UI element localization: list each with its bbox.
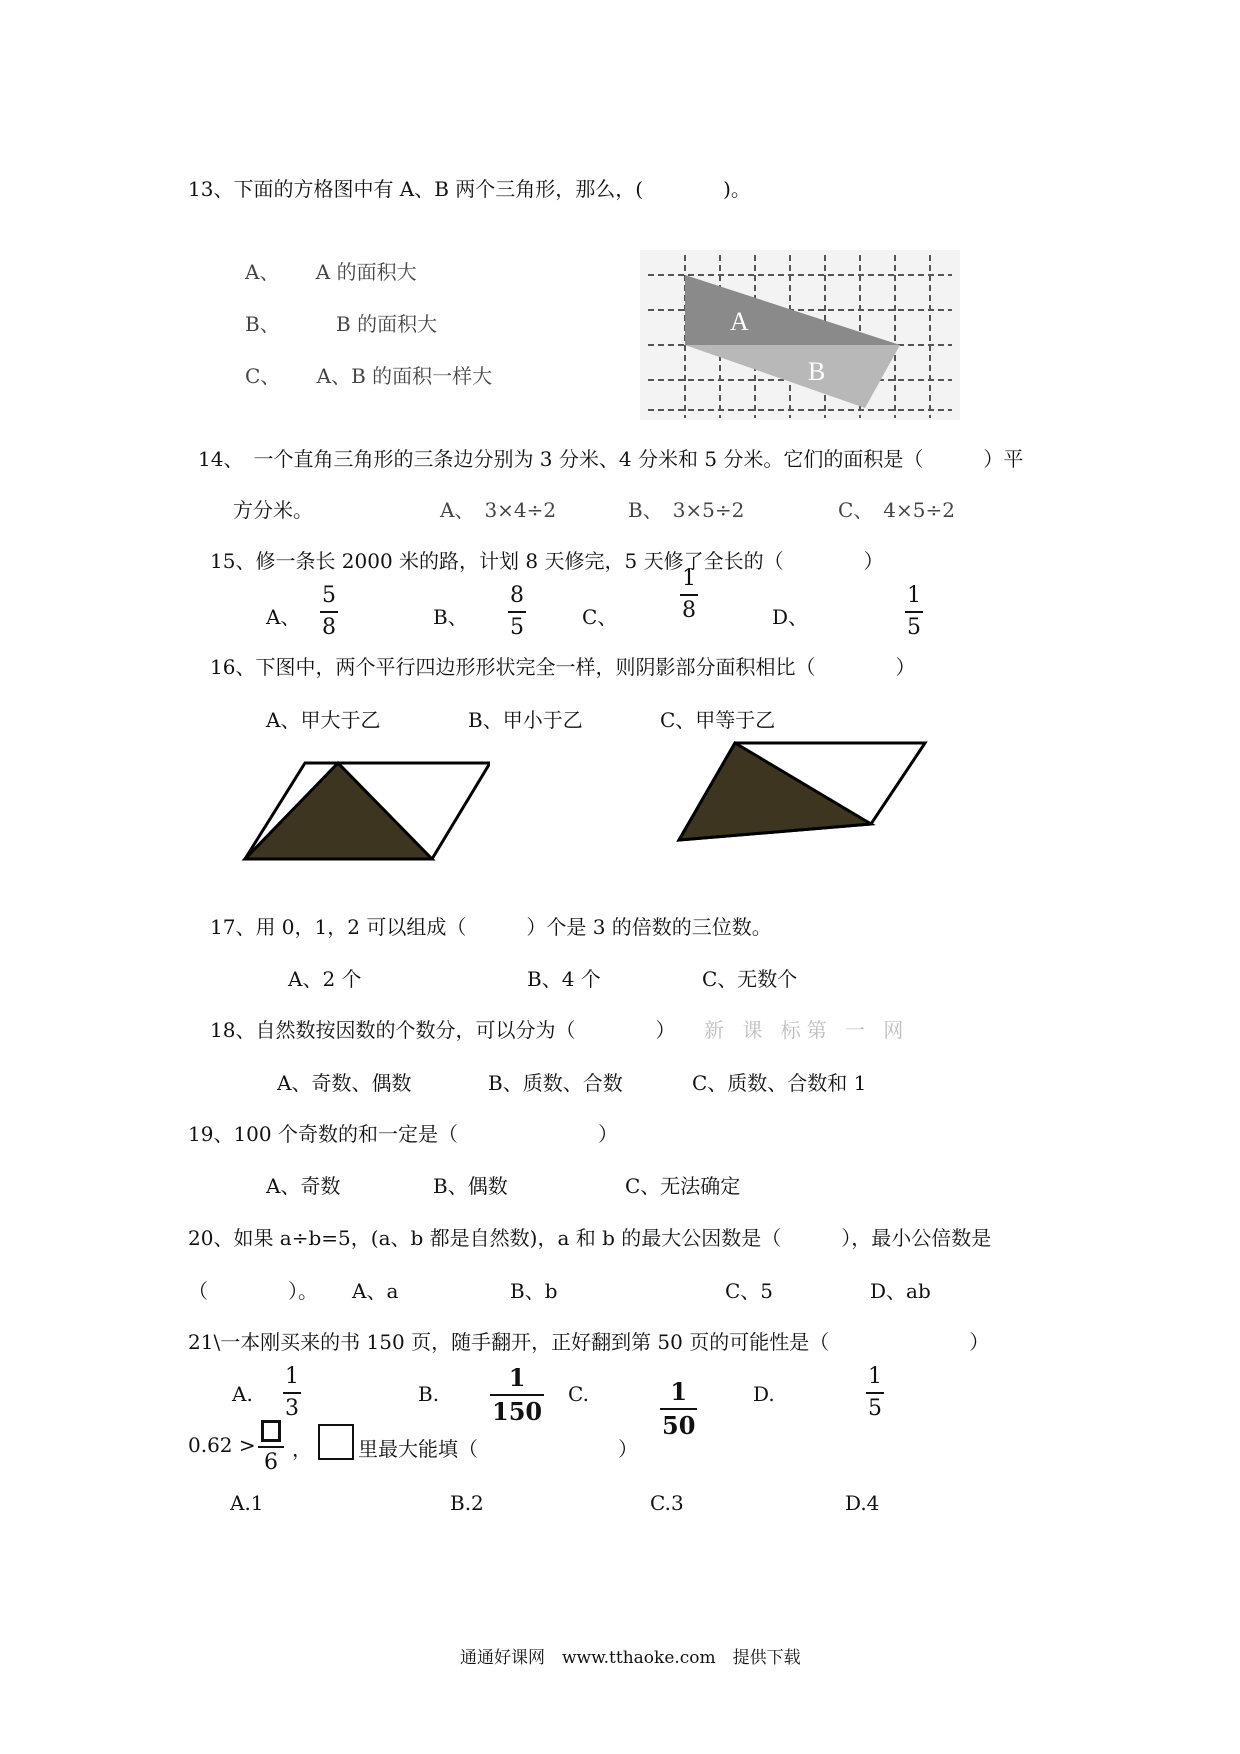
q15-label-d: D、 — [772, 605, 809, 629]
q13-grid-figure — [640, 250, 960, 420]
frac-denominator: 150 — [492, 1397, 543, 1426]
q17-option-c: C、无数个 — [702, 967, 798, 991]
q22-prefix: 0.62 > — [188, 1433, 256, 1457]
q19-option-b: B、偶数 — [433, 1174, 508, 1198]
q22-option-c: C.3 — [650, 1491, 684, 1515]
q21-frac-b — [490, 1363, 544, 1426]
q18-option-a: A、奇数、偶数 — [277, 1071, 412, 1095]
q18-option-c: C、质数、合数和 1 — [692, 1071, 867, 1095]
frac-numerator: 1 — [285, 1364, 299, 1389]
q22-option-b: B.2 — [450, 1491, 484, 1515]
frac-bar — [320, 611, 338, 613]
q15-label-a: A、 — [266, 605, 301, 629]
q14-stem-line1: 14、 一个直角三角形的三条边分别为 3 分米、4 分米和 5 分米。它们的面积是（ ）平 — [198, 447, 1024, 471]
blank-box — [318, 1424, 354, 1460]
frac-numerator: 1 — [682, 566, 696, 591]
q20-option-c: C、5 — [725, 1279, 774, 1303]
q15-frac-d — [905, 585, 923, 639]
frac-numerator: 1 — [907, 583, 921, 608]
frac-bar — [660, 1408, 697, 1410]
blank-box-small — [261, 1420, 281, 1442]
q17-option-a: A、2 个 — [288, 967, 362, 991]
frac-denominator: 5 — [510, 615, 524, 640]
q22-frac — [258, 1420, 284, 1474]
q18-stem: 18、自然数按因数的个数分，可以分为（ ） — [210, 1018, 676, 1042]
q18-option-b: B、质数、合数 — [488, 1071, 623, 1095]
q15-frac-b — [508, 585, 526, 639]
q17-option-b: B、4 个 — [527, 967, 601, 991]
q13-option-a: A、 A 的面积大 — [245, 260, 417, 284]
frac-numerator: 8 — [510, 583, 524, 608]
q16-option-b: B、甲小于乙 — [468, 708, 583, 732]
q21-stem: 21\一本刚买来的书 150 页，随手翻开，正好翻到第 50 页的可能性是（ ） — [188, 1330, 990, 1354]
q22-option-d: D.4 — [845, 1491, 880, 1515]
frac-bar — [283, 1392, 301, 1394]
q19-stem: 19、100 个奇数的和一定是（ ） — [188, 1122, 618, 1146]
q21-label-a: A. — [232, 1382, 253, 1406]
q15-stem: 15、修一条长 2000 米的路，计划 8 天修完，5 天修了全长的（ ） — [210, 549, 884, 573]
q16-parallelogram-jia — [240, 755, 490, 875]
frac-numerator: 1 — [670, 1377, 688, 1406]
q16-parallelogram-yi — [675, 740, 930, 850]
q21-label-d: D. — [753, 1382, 775, 1406]
q13-stem: 13、下面的方格图中有 A、B 两个三角形，那么，( )。 — [188, 177, 751, 201]
q21-frac-c — [660, 1377, 697, 1440]
frac-denominator: 8 — [322, 615, 336, 640]
q19-option-c: C、无法确定 — [625, 1174, 741, 1198]
q21-label-b: B. — [418, 1382, 440, 1406]
q20-stem-line1: 20、如果 a÷b=5，(a、b 都是自然数)，a 和 b 的最大公因数是（ ），最小公倍数是 — [188, 1226, 992, 1250]
q16-option-c: C、甲等于乙 — [660, 708, 776, 732]
q16-stem: 16、下图中，两个平行四边形形状完全一样，则阴影部分面积相比（ ） — [210, 655, 916, 679]
q13-option-c: C、 A、B 的面积一样大 — [245, 364, 493, 388]
q13-label-a: A — [730, 307, 749, 336]
q16-option-a: A、甲大于乙 — [266, 708, 381, 732]
frac-numerator: 1 — [868, 1364, 882, 1389]
frac-bar — [258, 1446, 284, 1448]
q20-option-b: B、b — [510, 1279, 558, 1303]
q15-frac-a — [320, 585, 338, 639]
q20-option-d: D、ab — [870, 1279, 931, 1303]
q21-label-c: C. — [568, 1382, 589, 1406]
frac-numerator: 5 — [322, 583, 336, 608]
q22-comma: ， — [292, 1437, 312, 1461]
frac-bar — [866, 1392, 884, 1394]
frac-denominator: 3 — [285, 1396, 299, 1421]
q22-suffix: 里最大能填（ ） — [358, 1437, 638, 1461]
q20-stem-line2: （ ）。 — [188, 1279, 318, 1303]
page-footer: 通通好课网 www.tthaoke.com 提供下载 — [460, 1648, 801, 1668]
frac-bar — [490, 1394, 544, 1396]
q15-label-c: C、 — [582, 605, 618, 629]
watermark-text: 新 课 标第 一 网 — [704, 1018, 910, 1042]
q21-frac-a — [283, 1366, 301, 1420]
frac-denominator: 5 — [907, 615, 921, 640]
q13-option-b: B、 B 的面积大 — [245, 312, 438, 336]
frac-numerator: 1 — [508, 1363, 526, 1392]
q20-option-a: A、a — [352, 1279, 399, 1303]
q17-stem: 17、用 0，1，2 可以组成（ ）个是 3 的倍数的三位数。 — [210, 915, 772, 939]
q14-option-c: C、 4×5÷2 — [838, 498, 955, 522]
frac-denominator: 50 — [662, 1411, 696, 1440]
q13-label-b: B — [808, 357, 826, 386]
q14-option-b: B、 3×5÷2 — [628, 498, 745, 522]
frac-bar — [680, 594, 698, 596]
q15-label-b: B、 — [433, 605, 468, 629]
q14-stem-line2: 方分米。 — [233, 498, 313, 522]
q22-option-a: A.1 — [230, 1491, 264, 1515]
frac-denominator: 8 — [682, 598, 696, 623]
q15-frac-c — [680, 568, 698, 622]
q19-option-a: A、奇数 — [266, 1174, 341, 1198]
frac-denominator: 5 — [868, 1396, 882, 1421]
frac-denominator: 6 — [264, 1450, 278, 1475]
frac-bar — [508, 611, 526, 613]
q21-frac-d — [866, 1366, 884, 1420]
q14-option-a: A、 3×4÷2 — [440, 498, 557, 522]
frac-bar — [905, 611, 923, 613]
